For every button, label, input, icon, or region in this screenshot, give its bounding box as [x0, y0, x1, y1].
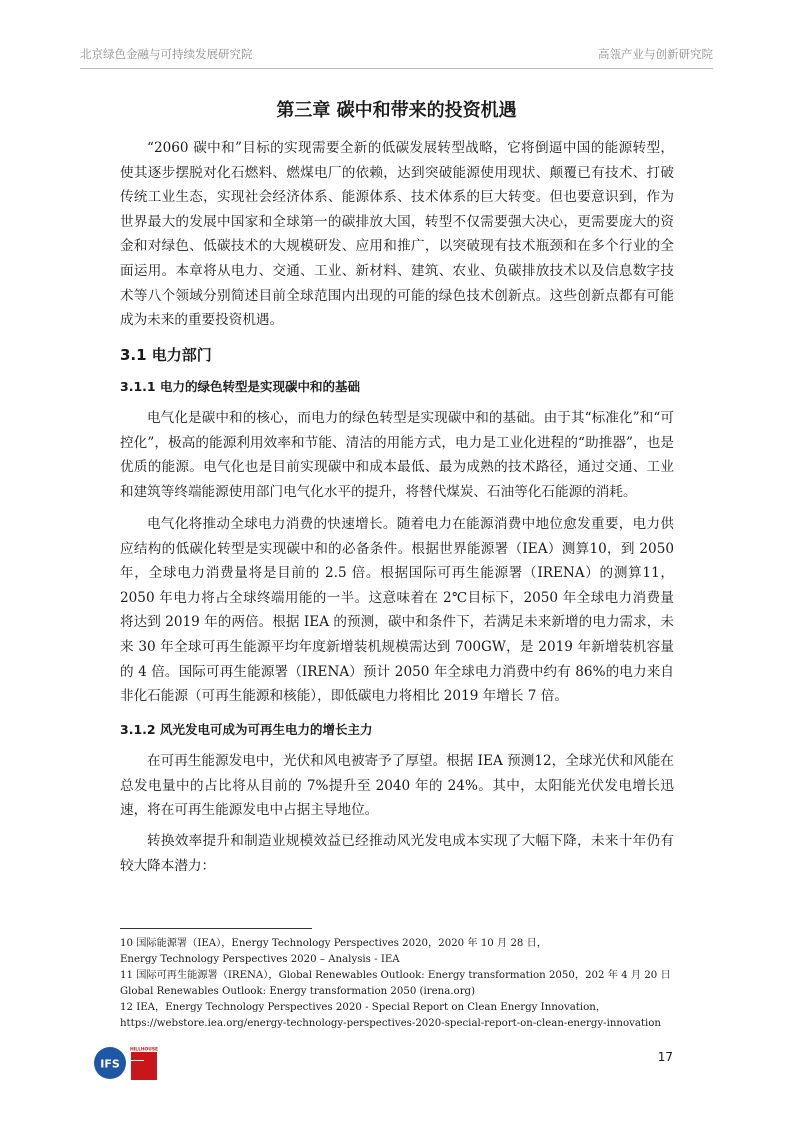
footnote-line: 11 国际可再生能源署（IRENA），Global Renewables Outlook: Energy transformation 2050，202 年 4 月 20 日 — [120, 970, 671, 981]
footnotes — [120, 936, 680, 1032]
chapter-title: 第三章 碳中和带来的投资机遇 — [276, 100, 517, 121]
section-heading-3-1-1: 3.1.1 电力的绿色转型是实现碳中和的基础 — [120, 379, 360, 394]
section-heading-3-1: 3.1 电力部门 — [120, 346, 212, 364]
footnote-line: Energy Technology Perspectives 2020 – Analysis - IEA — [120, 954, 400, 965]
footnote-line: 12 IEA，Energy Technology Perspectives 2020 - Special Report on Clean Energy Innovation， — [120, 1002, 607, 1013]
hillhouse-logo-line — [131, 1060, 144, 1061]
footnote-line: Global Renewables Outlook: Energy transformation 2050 (irena.org) — [120, 986, 476, 997]
page-header — [80, 40, 713, 69]
header-left-org: 北京绿色金融与可持续发展研究院 — [80, 47, 253, 61]
page-number: 17 — [657, 1050, 673, 1064]
hillhouse-logo-text: HILLHOUSE — [129, 1047, 159, 1053]
ifs-hillhouse-logo — [93, 1046, 163, 1080]
footnote-divider — [120, 928, 312, 929]
intro-paragraph: “2060 碳中和”目标的实现需要全新的低碳发展转型战略，它将倒逼中国的能源转型，使其逐步摆脱对化石燃料、燃煤电厂的依赖，达到突破能源使用现状、颠覆已有技术、打破传统工业生态，实现社会经济体系、能源体系、技术体系的巨大转变。但也要意识到，作为世界最大的发展中国家和全球第一的碳排放大国，转型不仅需要强大决心，更需要庞大的资金和对绿色、低碳技术的大规模研发、应用和推广，以突破现有技术瓶颈和在多个行业的全面运用。本章将从电力、交通、工业、新材料、建筑、农业、负碳排放技术以及信息数字技术等八个领域分别简述目前全球范围内出现的可能的绿色技术创新点。这些创新点都有可能成为未来的重要投资机遇。 — [120, 140, 674, 329]
paragraph-power-consumption: 电气化将推动全球电力消费的快速增长。随着电力在能源消费中地位愈发重要，电力供应结构的低碳化转型是实现碳中和的必备条件。根据世界能源署（IEA）测算10，到 2050 年，全球电力消费量将是目前的 2.5 倍。根据国际可再生能源署（IRENA）的测算11，2050 年电力将占全球终端用能的一半。这意味着在 2℃目标下，2050 年全球电力消费量将达到 2019 年的两倍。根据 IEA 的预测，碳中和条件下，若满足未来新增的电力需求，未来 30 年全球可再生能源平均年度新增装机规模需达到 700GW，是 2019 年新增装机容量的 4 倍。国际可再生能源署（IRENA）预计 2050 年全球电力消费中约有 86%的电力来自非化石能源（可再生能源和核能），即低碳电力将相比 2019 年增长 7 倍。 — [120, 516, 674, 705]
paragraph-electrification: 电气化是碳中和的核心，而电力的绿色转型是实现碳中和的基础。由于其“标准化”和“可控化”，极高的能源利用效率和节能、清洁的用能方式，电力是工业化进程的“助推器”，也是优质的能源。电气化也是目前实现碳中和成本最低、最为成熟的技术路径，通过交通、工业和建筑等终端能源使用部门电气化水平的提升，将替代煤炭、石油等化石能源的消耗。 — [120, 410, 674, 500]
footnote-line: https://webstore.iea.org/energy-technology-perspectives-2020-special-report-on-clean-energy-innovation — [120, 1018, 661, 1029]
footnote-line: 10 国际能源署（IEA），Energy Technology Perspectives 2020，2020 年 10 月 28 日， — [120, 938, 548, 949]
header-right-org: 高瓴产业与创新研究院 — [598, 47, 713, 61]
hillhouse-logo-block — [131, 1052, 157, 1080]
paragraph-cost-reduction: 转换效率提升和制造业规模效益已经推动风光发电成本实现了大幅下降，未来十年仍有较大降本潜力： — [120, 833, 674, 874]
paragraph-solar-wind: 在可再生能源发电中，光伏和风电被寄予了厚望。根据 IEA 预测12，全球光伏和风能在总发电量中的占比将从目前的 7%提升至 2040 年的 24%。其中，太阳能光伏发电增长迅速，将在可再生能源发电中占据主导地位。 — [120, 753, 674, 819]
ifs-logo-text: IFS — [100, 1057, 120, 1071]
section-heading-3-1-2: 3.1.2 风光发电可成为可再生电力的增长主力 — [120, 722, 373, 737]
